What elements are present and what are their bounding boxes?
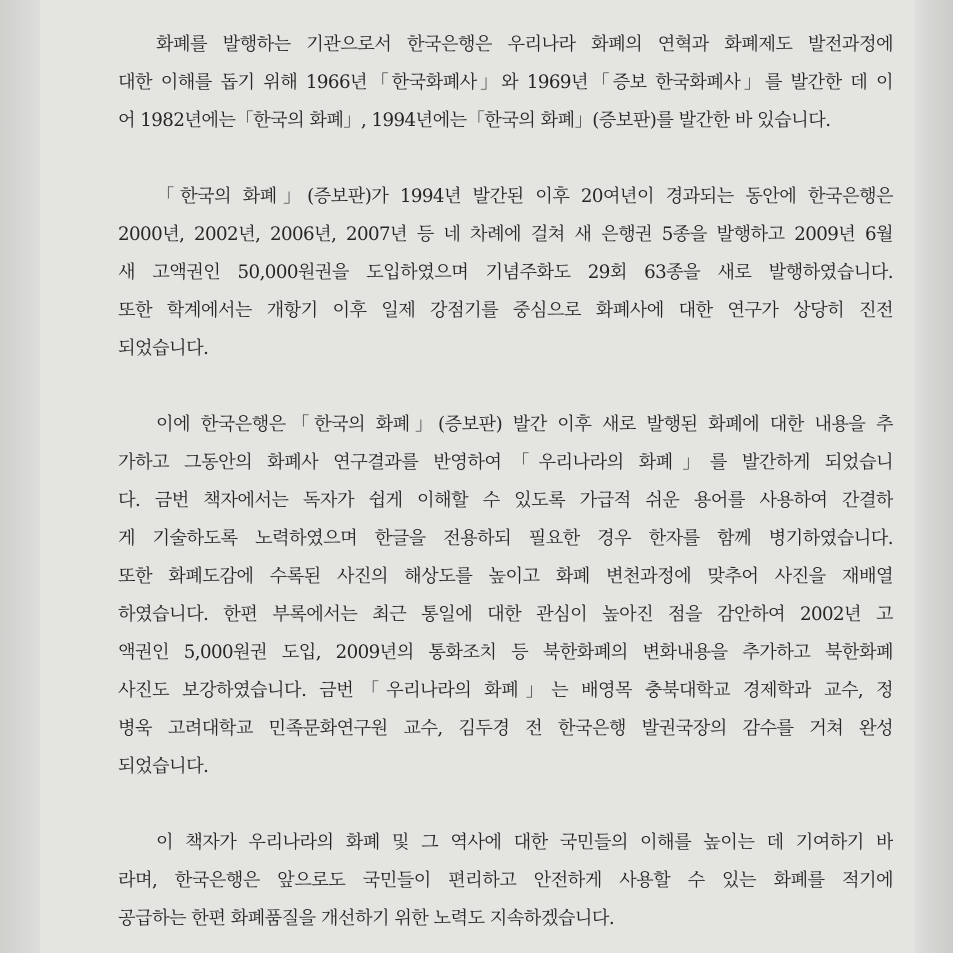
p2-line-1: 「한국의 화폐」(증보판)가 1994년 발간된 이후 20여년이 경과되는 동안에 한국은행은 [156,186,893,207]
p3-line-7: 액권인 5,000원권 도입, 2009년의 통화조치 등 북한화폐의 변화내용을 추가하고 북한화폐 [118,642,893,663]
p2-line-2: 2000년, 2002년, 2006년, 2007년 등 네 차례에 걸쳐 새 은행권 5종을 발행하고 2009년 6월 [118,224,893,245]
p3-line-5: 또한 화폐도감에 수록된 사진의 해상도를 높이고 화폐 변천과정에 맞추어 사진을 재배열 [118,566,893,587]
paragraph-gap [118,368,893,406]
paragraph-gap [118,786,893,824]
p3-line-1: 이에 한국은행은「한국의 화폐」(증보판) 발간 이후 새로 발행된 화폐에 대한 내용을 추 [156,414,893,435]
book-page [40,0,915,953]
preface-text [118,26,893,938]
p1-line-1: 화폐를 발행하는 기관으로서 한국은행은 우리나라 화폐의 연혁과 화폐제도 발전과정에 [156,34,893,55]
p3-line-8: 사진도 보강하였습니다. 금번「우리나라의 화폐」는 배영목 충북대학교 경제학과 교수, 정 [118,680,893,701]
p3-line-3: 다. 금번 책자에서는 독자가 쉽게 이해할 수 있도록 가급적 쉬운 용어를 사용하여 간결하 [118,490,893,511]
p3-line-2: 가하고 그동안의 화폐사 연구결과를 반영하여「우리나라의 화폐」를 발간하게 되었습니 [118,452,893,473]
p4-line-3: 공급하는 한편 화폐품질을 개선하기 위한 노력도 지속하겠습니다. [118,908,615,929]
p1-line-3: 어 1982년에는「한국의 화폐」, 1994년에는「한국의 화폐」(증보판)를 발간한 바 있습니다. [118,110,831,131]
paragraph-gap [118,140,893,178]
p3-line-9: 병욱 고려대학교 민족문화연구원 교수, 김두경 전 한국은행 발권국장의 감수를 거쳐 완성 [118,718,893,739]
right-page-edge [913,0,953,953]
p2-line-4: 또한 학계에서는 개항기 이후 일제 강점기를 중심으로 화폐사에 대한 연구가 상당히 진전 [118,300,893,321]
p3-line-6: 하였습니다. 한편 부록에서는 최근 통일에 대한 관심이 높아진 점을 감안하여 2002년 고 [118,604,893,625]
p1-line-2: 대한 이해를 돕기 위해 1966년「한국화폐사」와 1969년「증보 한국화폐사」를 발간한 데 이 [118,72,893,93]
p2-line-3: 새 고액권인 50,000원권을 도입하였으며 기념주화도 29회 63종을 새로 발행하였습니다. [118,262,893,283]
p4-line-2: 라며, 한국은행은 앞으로도 국민들이 편리하고 안전하게 사용할 수 있는 화폐를 적기에 [118,870,893,891]
p3-line-4: 게 기술하도록 노력하였으며 한글을 전용하되 필요한 경우 한자를 함께 병기하였습니다. [118,528,893,549]
p4-line-1: 이 책자가 우리나라의 화폐 및 그 역사에 대한 국민들의 이해를 높이는 데 기여하기 바 [156,832,893,853]
p3-line-10: 되었습니다. [118,756,209,777]
p2-line-5: 되었습니다. [118,338,209,359]
